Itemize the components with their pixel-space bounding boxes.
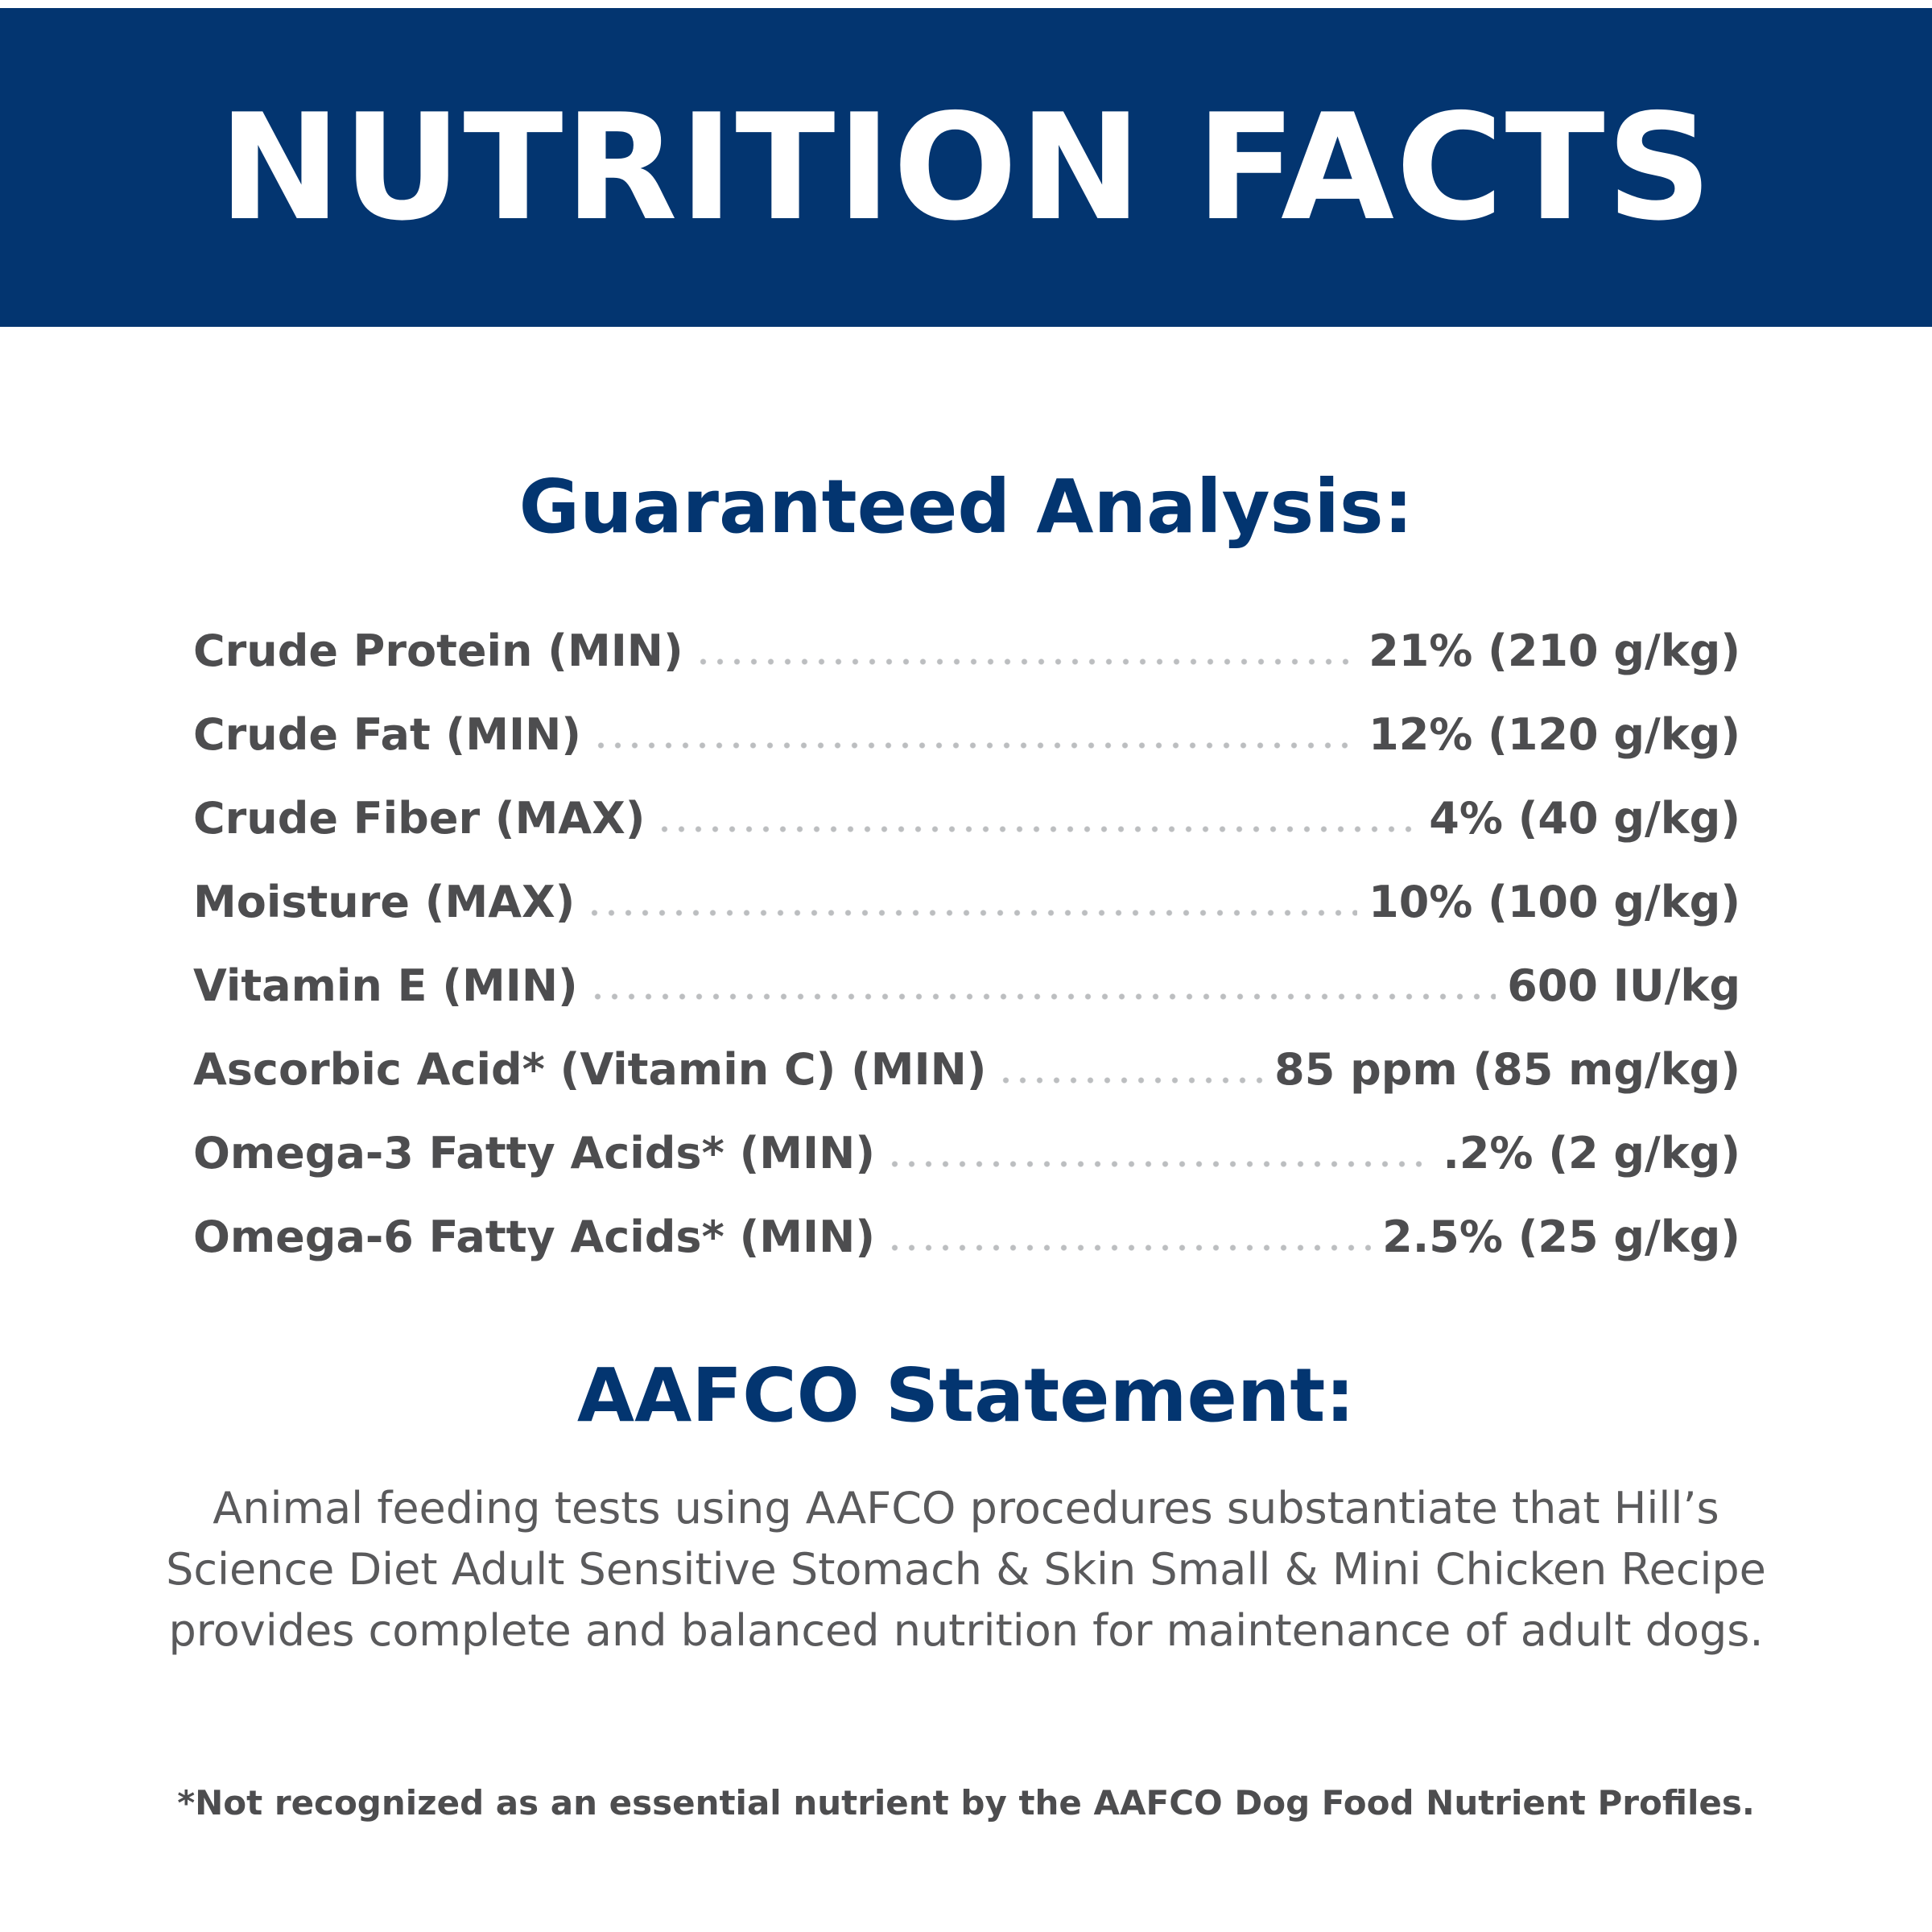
nutrient-label: Omega-3 Fatty Acids* (MIN) — [193, 1127, 875, 1179]
dot-leader — [997, 1077, 1263, 1084]
analysis-row-crude-protein — [193, 609, 1740, 692]
analysis-row-crude-fiber — [193, 776, 1740, 860]
dot-leader — [656, 826, 1418, 832]
analysis-table — [193, 609, 1740, 1278]
nutrient-value: 12% (120 g/kg) — [1368, 708, 1740, 760]
nutrient-value: .2% (2 g/kg) — [1443, 1127, 1740, 1179]
dot-leader — [592, 742, 1357, 749]
aafco-statement-heading: AAFCO Statement: — [576, 1352, 1356, 1439]
analysis-row-omega-3 — [193, 1111, 1740, 1195]
dot-leader — [589, 993, 1496, 1000]
nutrient-value: 21% (210 g/kg) — [1368, 625, 1740, 676]
dot-leader — [586, 910, 1357, 916]
analysis-row-vitamin-e — [193, 943, 1740, 1027]
analysis-row-moisture — [193, 860, 1740, 943]
nutrient-label: Crude Protein (MIN) — [193, 625, 683, 676]
nutrient-value: 2.5% (25 g/kg) — [1382, 1211, 1740, 1262]
dot-leader — [886, 1161, 1431, 1167]
analysis-row-omega-6 — [193, 1195, 1740, 1278]
analysis-row-ascorbic-acid — [193, 1027, 1740, 1111]
nutrient-value: 600 IU/kg — [1507, 960, 1740, 1011]
page-title: NUTRITION FACTS — [218, 82, 1714, 253]
nutrient-label: Omega-6 Fatty Acids* (MIN) — [193, 1211, 875, 1262]
nutrient-label: Crude Fiber (MAX) — [193, 792, 646, 844]
nutrient-value: 4% (40 g/kg) — [1429, 792, 1740, 844]
nutrient-value: 85 ppm (85 mg/kg) — [1274, 1043, 1740, 1095]
aafco-statement-text: Animal feeding tests using AAFCO procedures substantiate that Hill’s Science Diet Adult Sensitive Stomach & Skin Small & Mini Chicken Recipe provides complete and balanced nutrition for maintenance of adult dogs. — [166, 1483, 1766, 1656]
nutrient-label: Ascorbic Acid* (Vitamin C) (MIN) — [193, 1043, 987, 1095]
guaranteed-analysis-heading: Guaranteed Analysis: — [518, 464, 1414, 550]
dot-leader — [695, 658, 1357, 665]
nutrient-label: Vitamin E (MIN) — [193, 960, 578, 1011]
header-banner — [0, 8, 1932, 327]
footnote: *Not recognized as an essential nutrient by the AAFCO Dog Food Nutrient Profiles. — [177, 1783, 1755, 1823]
dot-leader — [886, 1245, 1371, 1251]
nutrient-label: Moisture (MAX) — [193, 876, 576, 927]
analysis-row-crude-fat — [193, 692, 1740, 776]
nutrient-value: 10% (100 g/kg) — [1368, 876, 1740, 927]
nutrient-label: Crude Fat (MIN) — [193, 708, 581, 760]
